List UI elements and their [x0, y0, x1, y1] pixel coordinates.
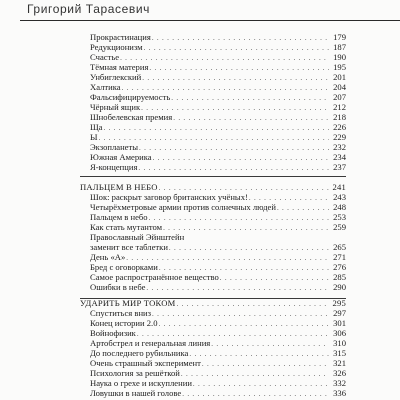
- toc-entry: Тёмная материя . . . 195: [90, 62, 346, 73]
- toc-entry: Очень страшный эксперимент . . . 321: [90, 358, 346, 369]
- toc-entry: Счастье . . . 190: [90, 52, 346, 63]
- toc-entry: Прокрастинация . . . 179: [90, 32, 346, 43]
- toc-entry: Ы . . . 229: [90, 132, 346, 143]
- toc-section-heading: ПАЛЬЦЕМ В НЕБО . . . 241: [80, 182, 346, 193]
- toc-entry: Бред с оговорками . . . 276: [90, 262, 346, 273]
- section-divider: [80, 176, 346, 177]
- toc-entry: Артобстрел и генеральная линия . . . 310: [90, 338, 346, 349]
- toc-entry: До последнего рубильника . . . 315: [90, 348, 346, 359]
- toc-entry: Спуститься вниз . . . 297: [90, 308, 346, 319]
- toc-entry: Конец истории 2.0 . . . 301: [90, 318, 346, 329]
- toc-entry: Фальсифицируемость . . . 207: [90, 92, 346, 103]
- toc-entry: Самое распространённое вещество . . . 285: [90, 272, 346, 283]
- toc-entry: Психология за решёткой . . . 326: [90, 368, 346, 379]
- toc-entry: Унбиглекский . . . 201: [90, 72, 346, 83]
- toc-entry: Как стать мутантом . . . 259: [90, 222, 346, 233]
- toc-entry: Шок: раскрыт заговор британских учёных! . . . 243: [90, 192, 346, 203]
- toc-entry: День «А» . . . 271: [90, 252, 346, 263]
- toc-entry: Ловушки в нашей голове . . . 336: [90, 388, 346, 399]
- toc-entry: Я-концепция . . . 237: [90, 162, 346, 173]
- toc-entry: заменит все таблетки . . . 265: [90, 242, 346, 253]
- toc-entry: Экзопланеты . . . 232: [90, 142, 346, 153]
- toc-entry: Четырёхметровые армии против солнечных людей . . . 248: [90, 202, 346, 213]
- toc-entry: Шнобелевская премия . . . 218: [90, 112, 346, 123]
- toc-entry: Халтика . . . 204: [90, 82, 346, 93]
- toc-entry: Ща . . . 226: [90, 122, 346, 133]
- toc-entry: Редукционизм . . . 187: [90, 42, 346, 53]
- toc-section-heading: УДАРИТЬ МИР ТОКОМ . . . 295: [80, 298, 346, 309]
- toc-entry: Южная Америка . . . 234: [90, 152, 346, 163]
- toc-entry: Наука о грехе и искуплении . . . 332: [90, 378, 346, 389]
- running-header-author: Григорий Тарасевич: [27, 2, 151, 16]
- toc-entry: Войнофизик . . . 306: [90, 328, 346, 339]
- toc-entry: Пальцем в небо . . . 253: [90, 212, 346, 223]
- toc-entry: Ошибки в небе . . . 290: [90, 282, 346, 293]
- toc-entry: Чёрный ящик . . . 212: [90, 102, 346, 113]
- toc-entry-line1: Православный Эйнштейн: [90, 232, 185, 242]
